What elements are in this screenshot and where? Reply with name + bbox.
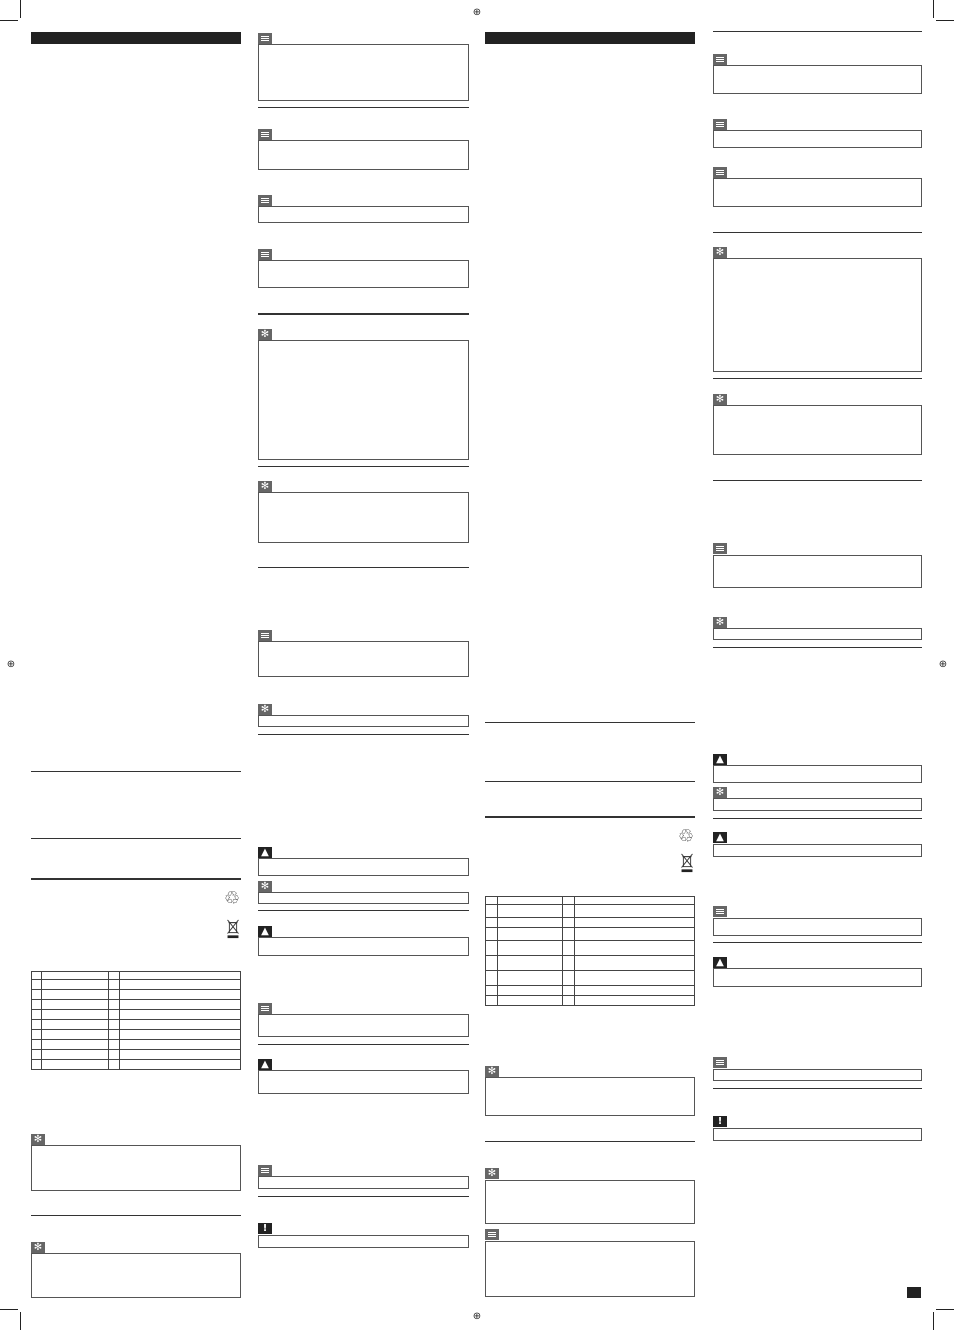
tip-box	[258, 715, 469, 727]
warning-icon: ▲	[258, 926, 272, 937]
note-box	[258, 140, 469, 170]
warning-box	[258, 858, 469, 876]
caution-icon: !	[258, 1223, 272, 1234]
note-icon	[258, 195, 272, 206]
registration-mark-icon: ⊕	[6, 659, 16, 670]
table-row	[32, 1040, 241, 1050]
warning-box	[713, 844, 922, 857]
tip-icon: ✻	[713, 617, 727, 628]
section-divider	[713, 232, 922, 233]
tip-icon: ✻	[31, 1134, 45, 1145]
note-icon	[713, 1057, 727, 1068]
warning-box	[258, 937, 469, 956]
note-box	[713, 1069, 922, 1081]
registration-mark-icon: ⊕	[938, 659, 948, 670]
section-divider	[485, 816, 695, 818]
note-box	[258, 641, 469, 677]
section-divider	[31, 878, 241, 880]
section-divider	[713, 1088, 922, 1089]
warning-icon: ▲	[713, 754, 727, 765]
table-row	[486, 897, 695, 905]
tip-icon: ✻	[713, 247, 727, 258]
tip-box	[713, 258, 922, 372]
table-row	[486, 905, 695, 918]
table-row	[32, 1060, 241, 1070]
table-row	[486, 928, 695, 941]
section-divider	[713, 480, 922, 481]
warning-icon: ▲	[258, 847, 272, 858]
section-divider	[31, 1215, 241, 1216]
table-row	[32, 1000, 241, 1010]
note-box	[485, 1241, 695, 1297]
section-divider	[485, 722, 695, 723]
table-row	[32, 1050, 241, 1060]
section-divider	[713, 818, 922, 819]
note-icon	[258, 129, 272, 140]
section-divider	[713, 31, 922, 32]
note-icon	[258, 33, 272, 44]
crossed-out-bin-icon	[226, 919, 240, 939]
table-row	[32, 990, 241, 1000]
recycle-icon: ♲	[224, 888, 241, 909]
table-row	[486, 956, 695, 971]
specification-table	[31, 971, 241, 1070]
section-divider	[713, 942, 922, 943]
note-box	[713, 918, 922, 936]
tip-icon: ✻	[258, 329, 272, 340]
table-row	[486, 918, 695, 928]
note-icon	[713, 167, 727, 178]
note-box	[713, 555, 922, 588]
note-box	[258, 44, 469, 101]
section-divider	[258, 734, 469, 735]
page-number-tab	[907, 1287, 921, 1298]
crop-mark	[20, 0, 21, 18]
note-box	[713, 130, 922, 148]
crop-mark	[0, 1309, 18, 1310]
crop-mark	[936, 1309, 954, 1310]
tip-box	[485, 1077, 695, 1116]
note-icon	[258, 249, 272, 260]
section-divider	[258, 466, 469, 467]
table-row	[32, 1020, 241, 1030]
note-box	[258, 260, 469, 288]
warning-icon: ▲	[258, 1059, 272, 1070]
section-divider	[485, 1141, 695, 1142]
section-divider	[713, 647, 922, 648]
crop-mark	[933, 0, 934, 18]
tip-icon: ✻	[713, 787, 727, 798]
crossed-out-bin-icon	[680, 853, 694, 873]
note-icon	[713, 119, 727, 130]
note-icon	[713, 543, 727, 554]
note-box	[713, 178, 922, 207]
note-icon	[713, 54, 727, 65]
tip-box	[258, 492, 469, 543]
warning-box	[258, 1070, 469, 1094]
table-row	[32, 980, 241, 990]
note-icon	[258, 630, 272, 641]
recycle-icon: ♲	[678, 826, 695, 847]
note-box	[258, 1014, 469, 1037]
note-box	[258, 1176, 469, 1189]
crop-mark	[20, 1312, 21, 1330]
caution-icon: !	[713, 1116, 727, 1127]
table-row	[32, 972, 241, 980]
section-divider	[258, 567, 469, 568]
crop-mark	[936, 20, 954, 21]
tip-box	[31, 1253, 241, 1298]
section-divider	[258, 1196, 469, 1197]
table-row	[486, 941, 695, 956]
tip-box	[258, 892, 469, 904]
tip-box	[713, 798, 922, 811]
section-divider	[258, 313, 469, 315]
note-icon	[258, 1165, 272, 1176]
tip-box	[31, 1145, 241, 1191]
warning-box	[713, 765, 922, 783]
section-divider	[31, 771, 241, 772]
specification-table	[485, 896, 695, 1006]
section-divider	[485, 781, 695, 782]
tip-icon: ✻	[258, 481, 272, 492]
warning-icon: ▲	[713, 957, 727, 968]
section-divider	[31, 838, 241, 839]
tip-box	[258, 340, 469, 460]
tip-box	[485, 1180, 695, 1224]
section-divider	[258, 910, 469, 911]
crop-mark	[0, 20, 18, 21]
note-icon	[713, 906, 727, 917]
note-box	[258, 206, 469, 223]
tip-icon: ✻	[485, 1168, 499, 1179]
note-icon	[485, 1229, 499, 1240]
table-row	[32, 1030, 241, 1040]
section-divider	[713, 378, 922, 379]
tip-icon: ✻	[31, 1242, 45, 1253]
caution-box	[258, 1235, 469, 1248]
tip-box	[713, 628, 922, 640]
table-row	[486, 971, 695, 986]
tip-icon: ✻	[258, 704, 272, 715]
caution-box	[713, 1128, 922, 1141]
note-icon	[258, 1003, 272, 1014]
section-divider	[258, 107, 469, 108]
warning-box	[713, 968, 922, 987]
table-row	[32, 1010, 241, 1020]
tip-icon: ✻	[258, 881, 272, 892]
table-row	[486, 996, 695, 1006]
note-box	[713, 65, 922, 94]
registration-mark-icon: ⊕	[472, 1311, 482, 1322]
section-title-bar	[485, 32, 695, 44]
tip-icon: ✻	[485, 1066, 499, 1077]
section-title-bar	[31, 32, 241, 44]
warning-icon: ▲	[713, 832, 727, 843]
crop-mark	[933, 1312, 934, 1330]
tip-icon: ✻	[713, 394, 727, 405]
tip-box	[713, 405, 922, 455]
table-row	[486, 986, 695, 996]
section-divider	[258, 1044, 469, 1045]
registration-mark-icon: ⊕	[472, 7, 482, 18]
